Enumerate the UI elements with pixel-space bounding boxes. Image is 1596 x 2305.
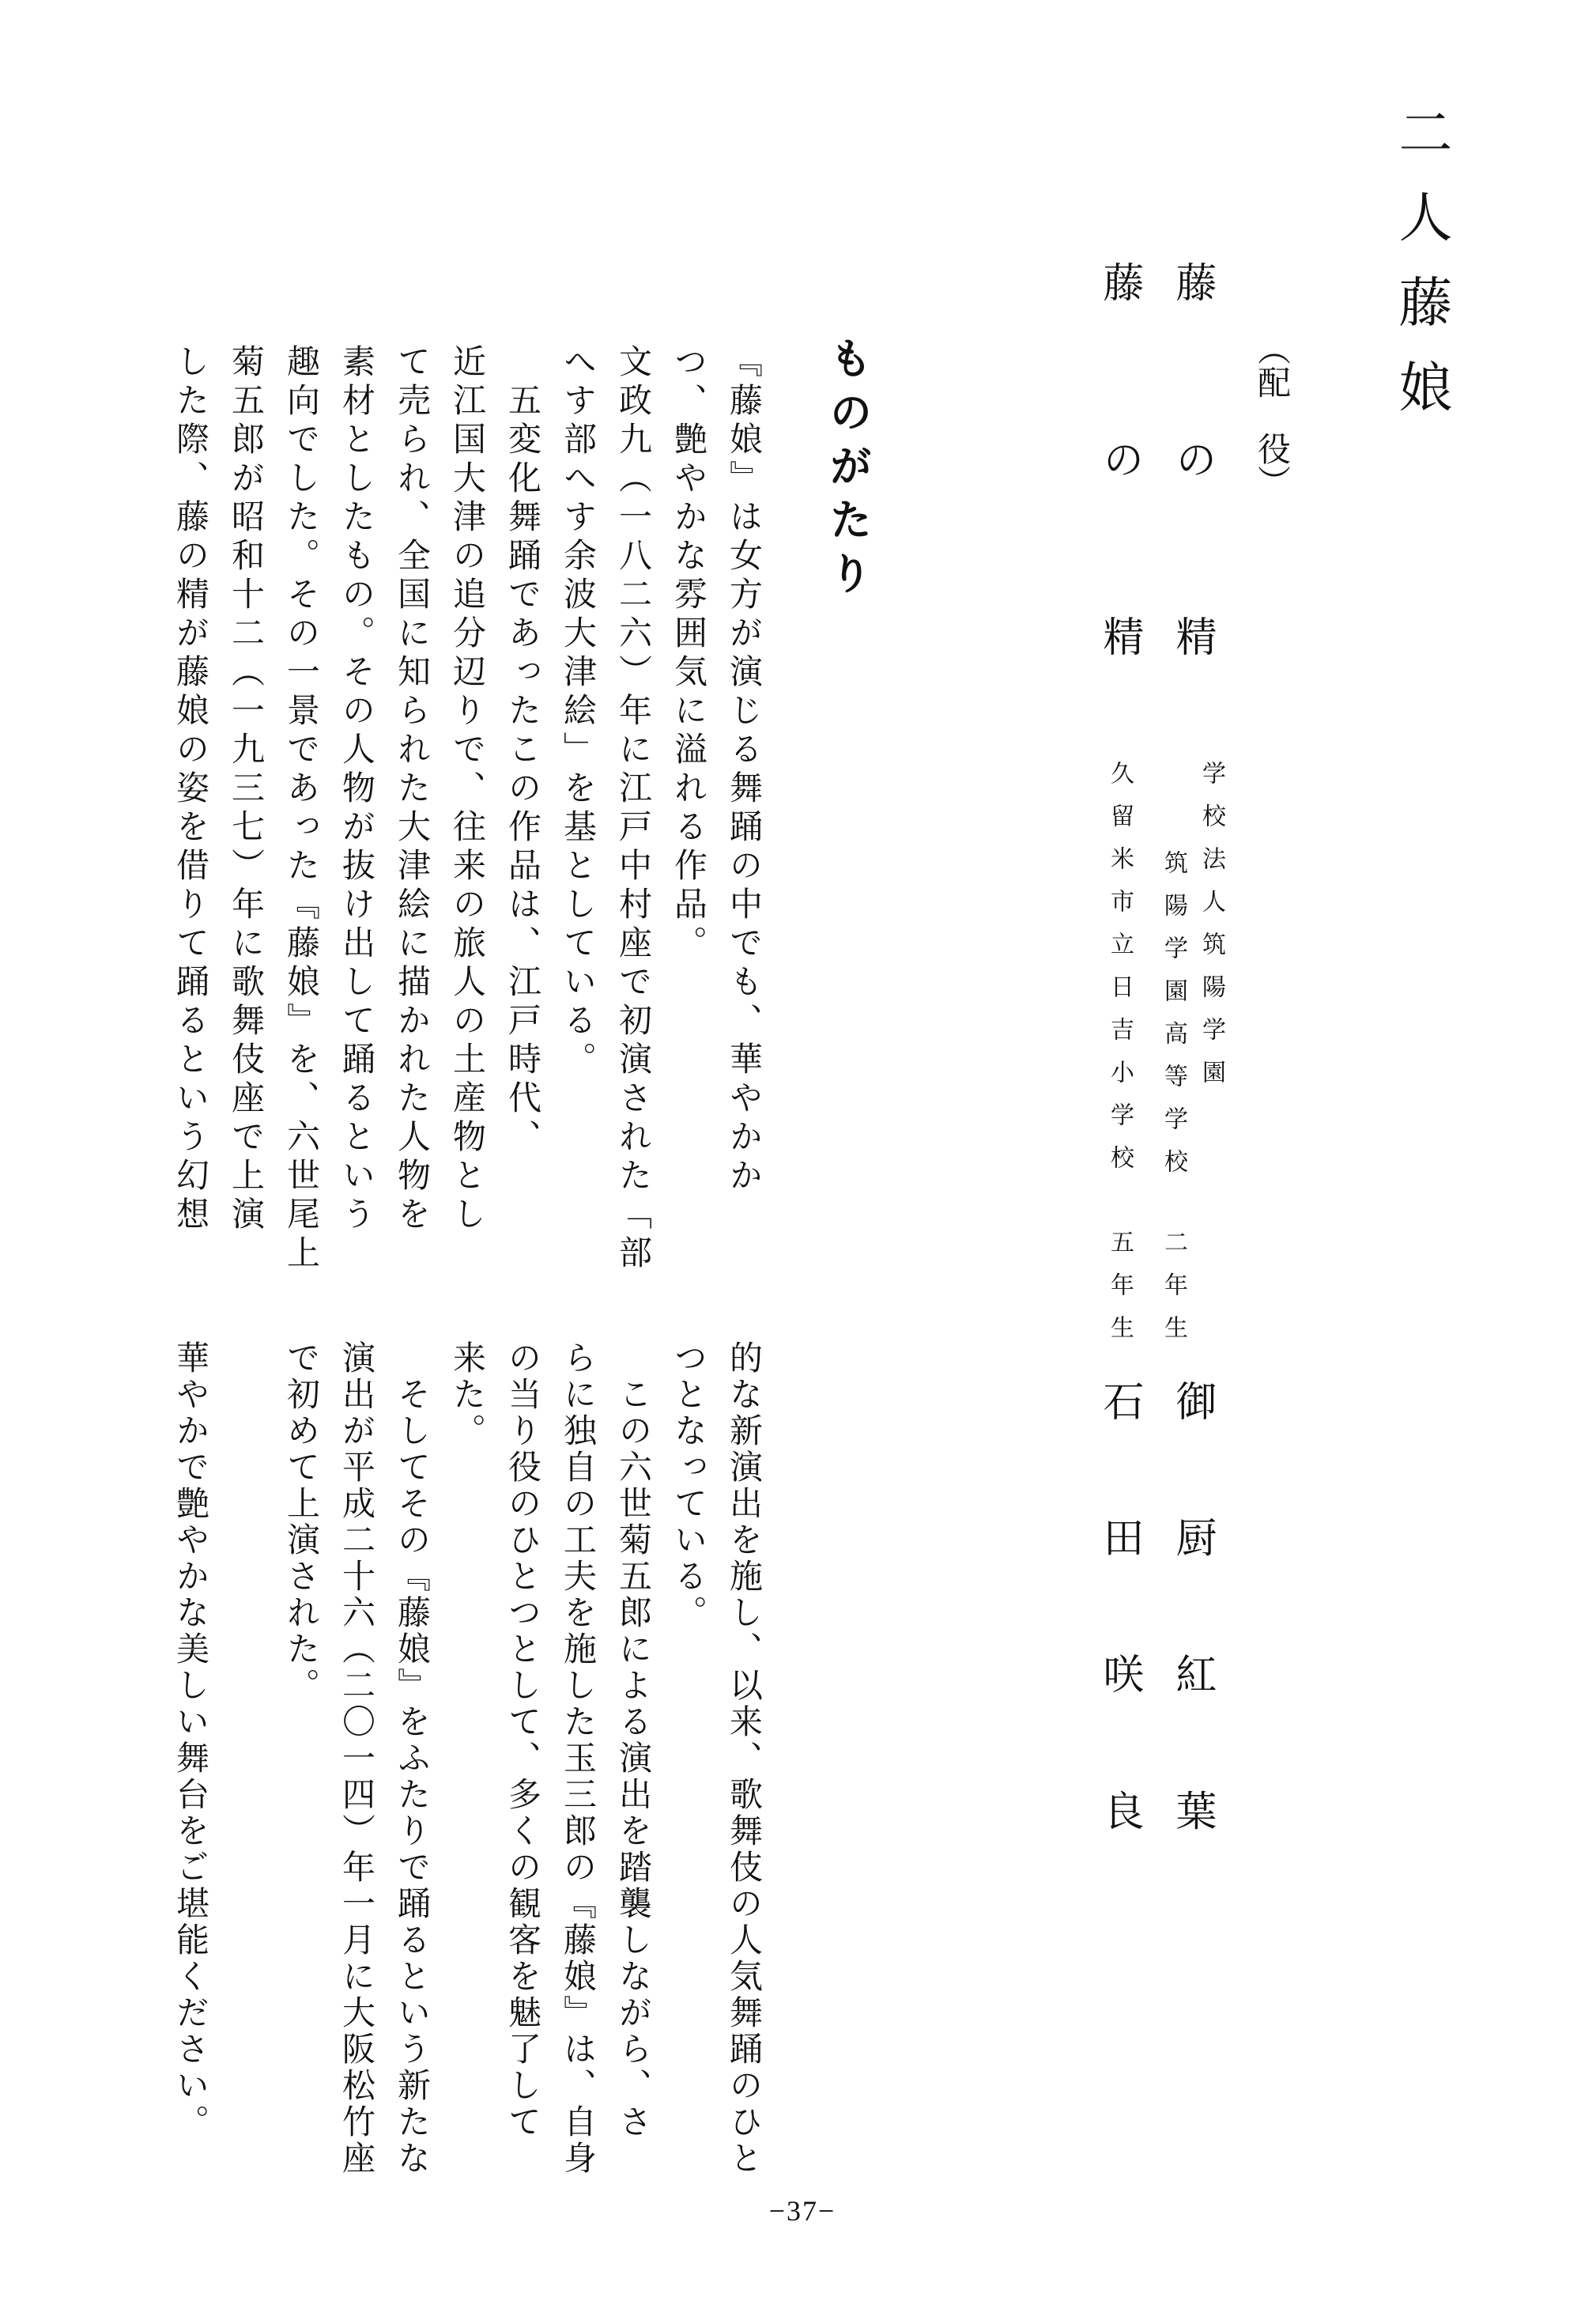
story-column: 菊五郎が昭和十二（一九三七）年に歌舞伎座で上演 xyxy=(227,344,263,1235)
story-column: つとなっている。 xyxy=(670,1340,706,1631)
page-number: −37− xyxy=(768,2195,836,2227)
story-column: 来た。 xyxy=(448,1340,485,1449)
story-column: そしてその『藤娘』をふたりで踊るという新たな xyxy=(393,1340,429,2177)
role-1-school-line-1: 学校法人筑陽学園 xyxy=(1198,761,1224,1102)
story-column: へす部へす余波大津絵」を基としている。 xyxy=(559,344,595,1080)
story-column: らに独自の工夫を施した玉三郎の『藤娘』は、自身 xyxy=(559,1340,595,2177)
story-column: の当り役のひとつとして、多くの観客を魅了して xyxy=(504,1340,540,2141)
story-column: 趣向でした。その一景であった『藤娘』を、六世尾上 xyxy=(282,344,319,1274)
story-column: した際、藤の精が藤娘の姿を借りて踊るという幻想 xyxy=(172,344,208,1235)
story-column: て売られ、全国に知られた大津絵に描かれた人物を xyxy=(393,344,429,1235)
story-column: 文政九（一八二六）年に江戸中村座で初演された「部 xyxy=(614,344,651,1274)
story-column: 的な新演出を施し、以来、歌舞伎の人気舞踊のひと xyxy=(725,1340,761,2177)
role-1-grade: 二年生 xyxy=(1160,1230,1187,1358)
story-column: 素材としたもの。その人物が抜け出して踊るという xyxy=(338,344,374,1235)
role-label-1: 藤 の 精 xyxy=(1169,261,1214,656)
story-block-1 xyxy=(162,344,771,1293)
role-2-grade: 五年生 xyxy=(1107,1230,1133,1358)
story-column: 五変化舞踊であったこの作品は、江戸時代、 xyxy=(504,344,540,1158)
cast-heading: （配 役） xyxy=(1253,332,1289,498)
page-title: 二人藤娘 xyxy=(1391,104,1451,421)
story-column: この六世菊五郎による演出を踏襲しながら、さ xyxy=(614,1340,651,2141)
story-column: 華やかで艶やかな美しい舞台をご堪能ください。 xyxy=(172,1340,208,2141)
story-column: 『藤娘』は女方が演じる舞踊の中でも、華やかか xyxy=(725,344,761,1196)
role-label-2: 藤 の 精 xyxy=(1096,261,1141,656)
story-block-2 xyxy=(162,1340,771,2218)
performer-name-2: 石 田 咲 良 xyxy=(1096,1380,1141,1831)
performer-name-1: 御 厨 紅 葉 xyxy=(1169,1380,1214,1831)
story-heading: ものがたり xyxy=(824,336,871,605)
role-1-school-line-2: 筑陽学園高等学校 xyxy=(1160,850,1187,1192)
story-column: 近江国大津の追分辺りで、往来の旅人の土産物とし xyxy=(448,344,485,1235)
story-column xyxy=(217,1340,273,2218)
story-column: つ、艶やかな雰囲気に溢れる作品。 xyxy=(670,344,706,964)
story-column: 演出が平成二十六（二〇一四）年一月に大阪松竹座 xyxy=(338,1340,374,2177)
story-column: で初めて上演された。 xyxy=(282,1340,319,1704)
role-2-school-line-1: 久留米市立日吉小学校 xyxy=(1107,761,1133,1188)
